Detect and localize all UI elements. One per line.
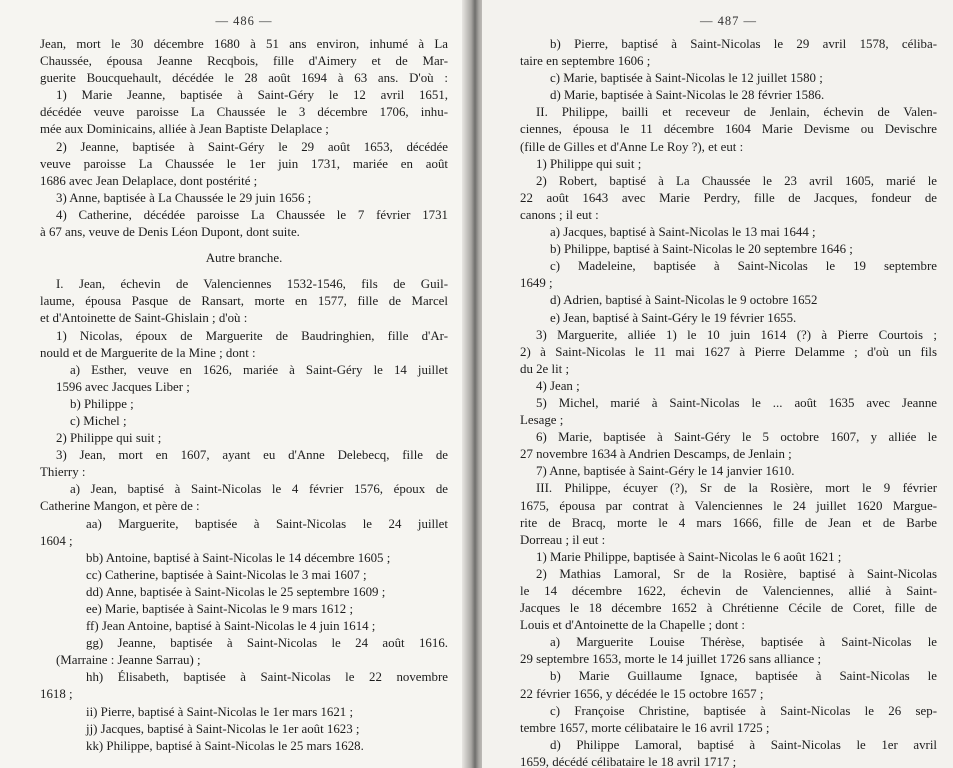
text-line: a) Jean, baptisé à Saint-Nicolas le 4 février 1576, époux de [70, 482, 448, 497]
text-line: I. Jean, échevin de Valenciennes 1532-1546, fils de Guil- [56, 277, 448, 292]
text-line: 1) Nicolas, époux de Marguerite de Baudringhien, fille d'Ar- [56, 328, 448, 343]
text-line: 2) Philippe qui suit ; [56, 431, 162, 446]
text-line: 29 septembre 1653, morte le 14 juillet 1726 sans alliance ; [520, 652, 822, 667]
text-line: 1596 avec Jacques Liber ; [56, 379, 190, 394]
text-line: 1649 ; [520, 276, 553, 291]
text-line: le 14 décembre 1622, échevin de Valenciennes, allié à Saint- [520, 584, 937, 598]
text-line: dd) Anne, baptisée à Saint-Nicolas le 25 septembre 1609 ; [86, 584, 386, 599]
text-line: a) Marguerite Louise Thérèse, baptisée à Saint-Nicolas le [550, 635, 937, 650]
text-line: 4) Catherine, décédée paroisse La Chaussée le 7 février 1731 [56, 207, 448, 222]
text-line: laume, épousa Pasque de Ransart, morte en 1577, fille de Marcel [40, 294, 448, 309]
text-line: ff) Jean Antoine, baptisé à Saint-Nicolas le 4 juin 1614 ; [86, 619, 376, 634]
page-number: — 486 — [215, 14, 273, 28]
text-line: b) Philippe ; [70, 396, 134, 411]
text-line: mée aux Dominicains, alliée à Jean Baptiste Delaplace ; [40, 122, 329, 137]
text-line: 3) Marguerite, alliée 1) le 10 juin 1614 (?) à Pierre Courtois ; [536, 327, 937, 342]
text-line: 1) Philippe qui suit ; [536, 156, 642, 171]
text-line: 1659, décédé célibataire le 18 avril 1717 ; [520, 754, 737, 768]
text-line: 1) Marie Philippe, baptisée à Saint-Nicolas le 6 août 1621 ; [536, 549, 842, 564]
text-line: hh) Élisabeth, baptisée à Saint-Nicolas le 22 novembre [86, 670, 448, 685]
text-line: décédée veuve paroisse La Chaussée le 3 décembre 1706, inhu- [40, 105, 448, 120]
text-line: d) Marie, baptisée à Saint-Nicolas le 28 février 1586. [550, 88, 825, 103]
text-line: ee) Marie, baptisée à Saint-Nicolas le 9 mars 1612 ; [86, 602, 354, 616]
text-line: 4) Jean ; [536, 378, 580, 393]
text-line: III. Philippe, écuyer (?), Sr de la Rosière, mort le 9 février [536, 481, 937, 496]
text-line: 2) Mathias Lamoral, Sr de la Rosière, baptisé à Saint-Nicolas [536, 566, 937, 581]
text-line: ciennes, épousa le 11 décembre 1604 Marie Devisme ou Devischre [520, 122, 937, 137]
text-line: Chaussée, épousa Jeanne Recqbois, fille d'Aimery et de Mar- [40, 54, 448, 69]
text-line: d) Philippe Lamoral, baptisé à Saint-Nicolas le 1er avril [550, 737, 937, 752]
text-line: Louis et d'Antoinette de la Chapelle ; dont : [520, 618, 745, 633]
text-line: c) Françoise Christine, baptisée à Saint-Nicolas le 26 sep- [550, 703, 937, 718]
text-line: 2) à Saint-Nicolas le 11 mai 1627 à Pierre Delamme ; d'où un fils [520, 344, 937, 359]
text-line: Lesage ; [520, 413, 564, 428]
text-line: et d'Antoinette de Saint-Ghislain ; d'où : [40, 311, 248, 326]
text-line: 22 août 1643 avec Marie Perdry, fille de Jacques, fondeur de [520, 190, 937, 205]
text-line: nould et de Marguerite de la Mine ; dont : [40, 345, 256, 360]
text-line: 2) Jeanne, baptisée à Saint-Géry le 29 août 1653, décédée [56, 139, 448, 154]
left-page [0, 0, 468, 768]
text-line: (fille de Gilles et d'Anne Le Roy ?), et eut : [520, 139, 744, 154]
text-line: cc) Catherine, baptisée à Saint-Nicolas le 3 mai 1607 ; [86, 567, 367, 582]
text-line: 22 février 1656, y décédée le 15 octobre 1657 ; [520, 686, 764, 701]
text-line: gg) Jeanne, baptisée à Saint-Nicolas le 24 août 1616. [86, 636, 448, 651]
text-line: 1618 ; [40, 687, 73, 702]
text-line: 3) Anne, baptisée à La Chaussée le 29 juin 1656 ; [56, 190, 312, 205]
text-line: c) Marie, baptisée à Saint-Nicolas le 12 juillet 1580 ; [550, 71, 823, 86]
text-line: c) Madeleine, baptisée à Saint-Nicolas le 19 septembre [550, 259, 937, 274]
text-line: d) Adrien, baptisé à Saint-Nicolas le 9 octobre 1652 [550, 293, 818, 308]
text-line: Thierry : [40, 465, 86, 480]
text-line: II. Philippe, bailli et receveur de Jenlain, échevin de Valen- [536, 105, 937, 120]
text-line: tembre 1657, morte célibataire le 16 avril 1725 ; [520, 720, 770, 735]
text-line: Jacques le 18 décembre 1652 à Chrétienne Cécile de Coret, fille de [520, 601, 937, 616]
text-line: jj) Jacques, baptisé à Saint-Nicolas le 1er août 1623 ; [86, 721, 360, 736]
text-line: guerite Boucquehault, décédée le 28 août 1694 à 63 ans. D'où : [40, 71, 448, 86]
text-line: 27 novembre 1634 à Andrien Descamps, de Jenlain ; [520, 447, 792, 462]
text-line: c) Michel ; [70, 413, 127, 428]
text-line: 6) Marie, baptisée à Saint-Géry le 5 octobre 1607, y alliée le [536, 430, 937, 445]
text-line: 5) Michel, marié à Saint-Nicolas le ... août 1635 avec Jeanne [536, 395, 937, 410]
text-line: b) Pierre, baptisé à Saint-Nicolas le 29 avril 1578, céliba- [550, 37, 937, 51]
text-line: 1686 avec Jean Delaplace, dont postérité ; [40, 173, 258, 188]
text-line: b) Philippe, baptisé à Saint-Nicolas le 20 septembre 1646 ; [550, 242, 853, 257]
text-line: 2) Robert, baptisé à La Chaussée le 23 avril 1605, marié le [536, 173, 937, 188]
text-line: 1675, épousa par contrat à Valenciennes le 24 juillet 1620 Margue- [520, 498, 937, 513]
text-line: Catherine Mangon, et père de : [40, 499, 200, 514]
text-line: 3) Jean, mort en 1607, ayant eu d'Anne Delebecq, fille de [56, 448, 448, 463]
text-line: veuve paroisse La Chaussée le 1er juin 1731, mariée en août [40, 156, 448, 171]
text-line: kk) Philippe, baptisé à Saint-Nicolas le 25 mars 1628. [86, 738, 364, 753]
text-line: à 67 ans, veuve de Denis Léon Dupont, dont suite. [40, 225, 300, 240]
section-heading: Autre branche. [205, 251, 283, 266]
text-line: ii) Pierre, baptisé à Saint-Nicolas le 1er mars 1621 ; [86, 704, 354, 719]
text-line: du 2e lit ; [520, 361, 570, 376]
text-line: a) Esther, veuve en 1626, mariée à Saint-Géry le 14 juillet [70, 362, 448, 377]
text-line: 1) Marie Jeanne, baptisée à Saint-Géry le 12 avril 1651, [56, 88, 448, 103]
right-page [482, 0, 953, 768]
text-line: e) Jean, baptisé à Saint-Géry le 19 février 1655. [550, 310, 797, 325]
page-number: — 487 — [700, 14, 757, 28]
text-line: rite de Bracq, morte le 4 mars 1666, fille de Jean et de Barbe [520, 515, 937, 530]
text-line: canons ; il eut : [520, 207, 599, 222]
text-line: Dorreau ; il eut : [520, 532, 606, 547]
text-line: 1604 ; [40, 533, 73, 548]
text-line: a) Jacques, baptisé à Saint-Nicolas le 13 mai 1644 ; [550, 225, 816, 240]
text-line: taire en septembre 1606 ; [520, 54, 651, 69]
text-line: aa) Marguerite, baptisée à Saint-Nicolas le 24 juillet [86, 516, 448, 531]
text-line: b) Marie Guillaume Ignace, baptisée à Saint-Nicolas le [550, 669, 937, 684]
text-line: bb) Antoine, baptisé à Saint-Nicolas le 14 décembre 1605 ; [86, 550, 391, 565]
text-line: Jean, mort le 30 décembre 1680 à 51 ans environ, inhumé à La [40, 37, 448, 51]
text-line: (Marraine : Jeanne Sarrau) ; [56, 653, 201, 668]
text-line: 7) Anne, baptisée à Saint-Géry le 14 janvier 1610. [536, 464, 795, 479]
